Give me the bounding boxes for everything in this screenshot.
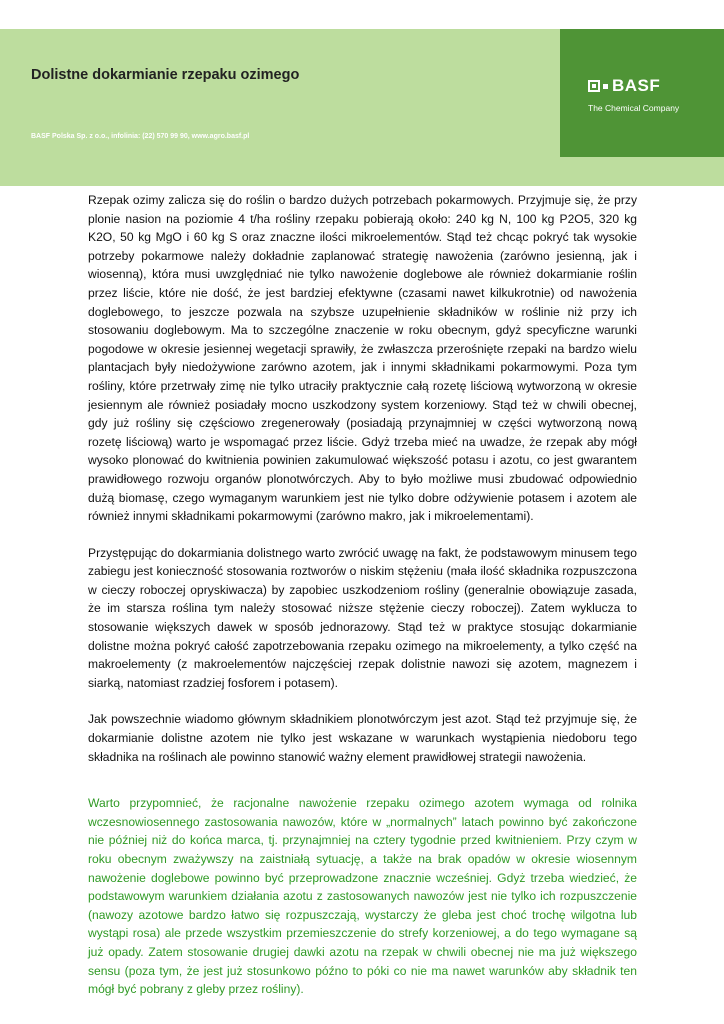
article-body (88, 191, 637, 1017)
basf-logo (588, 77, 660, 95)
paragraph-2: Przystępując do dokarmiania dolistnego warto zwrócić uwagę na fakt, że podstawowym minusem tego zabiegu jest konieczność stosowania roztworów o niskim stężeniu (mała ilość składnika rozpuszczona w cieczy roboczej opryskiwacza) by zapobiec uszkodzeniom rośliny (generalnie obowiązuje zasada, że im starsza roślina tym należy stosować niższe stężenie cieczy roboczej). Zatem wyklucza to stosowanie większych dawek w sposób jednorazowy. Stąd też w praktyce stosując dokarmianie dolistne można pokryć całość zapotrzebowania rzepaku ozimego na mikroelementy, a tylko część na makroelementy (z makroelementów najczęściej rzepak dolistnie nawozi się azotem, magnezem i siarką, natomiast rzadziej fosforem i potasem). (88, 545, 637, 690)
basf-logo-panel (560, 29, 724, 157)
document-title: Dolistne dokarmianie rzepaku ozimego (31, 67, 300, 83)
contact-line: BASF Polska Sp. z o.o., infolinia: (22) 570 99 90, www.agro.basf.pl (31, 133, 250, 140)
logo-text: BASF (612, 76, 661, 95)
paragraph-3: Jak powszechnie wiadomo głównym składnikiem plonotwórczym jest azot. Stąd też przyjmuje się, że dokarmianie dolistne azotem nie tylko jest wskazane w warunkach wystąpienia niedoboru tego składnika na roślinach ale powinno stanowić ważny element prawidłowej strategii nawożenia. (88, 712, 637, 764)
basf-squares-icon (588, 80, 608, 92)
logo-tagline: The Chemical Company (588, 103, 680, 113)
paragraph-4-highlight: Warto przypomnieć, że racjonalne nawożenie rzepaku ozimego azotem wymaga od rolnika wczesnowiosennego zastosowania nawozów, które w „normalnych” latach powinno być zakończone nie później niż do końca marca, tj. przynajmniej na cztery tygodnie przed kwitnieniem. Przy czym w roku obecnym zważywszy na zaistniałą sytuację, a także na brak opadów w okresie wiosennym nawożenie doglebowe powinno być przeprowadzone znacznie wcześniej. Gdyż trzeba wiedzieć, że podstawowym warunkiem działania azotu z zastosowanych nawozów jest nie tylko ich rozpuszczenie (nawozy azotowe bardzo łatwo się rozpuszczają, wystarczy że gleba jest choć trochę wilgotna lub wystąpi rosa) ale przede wszystkim przemieszczenie do strefy korzeniowej, a do tego wymagane są już opady. Zatem stosowanie drugiej dawki azotu na rzepak w chwili obecnej nie ma już większego sensu (poza tym, że jest już stosunkowo późno to póki co nie ma nawet warunków aby składnik ten mógł być pobrany z gleby przez rośliny). (88, 796, 637, 997)
paragraph-1: Rzepak ozimy zalicza się do roślin o bardzo dużych potrzebach pokarmowych. Przyjmuje się, że przy plonie nasion na poziomie 4 t/ha rośliny rzepaku pobierają około: 240 kg N, 100 kg P2O5, 320 kg K2O, 50 kg MgO i 60 kg S oraz znaczne ilości mikroelementów. Stąd też chcąc pokryć tak wysokie potrzeby pokarmowe należy dokładnie zaplanować strategię nawożenia (zarówno jesienną, jak i wiosenną), która musi uwzględniać nie tylko nawożenie doglebowe ale również dokarmianie roślin przez liście, które nie dość, że jest bardziej efektywne (czasami nawet kilkukrotnie) od nawożenia doglebowego, to jeszcze pozwala na szybsze uzupełnienie składników w roślinie niż przy ich stosowaniu doglebowym. Ma to szczególne znaczenie w roku obecnym, gdyż specyficzne warunki pogodowe w okresie jesiennej wegetacji sprawiły, że zwłaszcza przerośnięte rzepaki na bardzo wielu plantacjach były niedożywione zarówno azotem, jak i innymi składnikami pokarmowymi. Poza tym rośliny, które przetrwały zimę nie tylko utraciły praktycznie całą rozetę liściową wytworzoną w okresie jesiennym ale również posiadały mocno uszkodzony system korzeniowy. Stąd też w chwili obecnej, gdy już rośliny się częściowo zregenerowały (posiadają przynajmniej w części wytworzoną nową rozetę liściową) warto je wspomagać przez liście. Gdyż trzeba mieć na uwadze, że rzepak aby mógł wysoko plonować do kwitnienia powinien zakumulować większość potasu i azotu, co jest gwarantem prawidłowego rozwoju organów plonotwórczych. Aby to było możliwe musi zbudować odpowiednio dużą biomasę, czego wymaganym warunkiem jest nie tylko dobre odżywienie potasem i azotem ale również innymi składnikami pokarmowymi (zarówno makro, jak i mikroelementami). (88, 193, 637, 524)
